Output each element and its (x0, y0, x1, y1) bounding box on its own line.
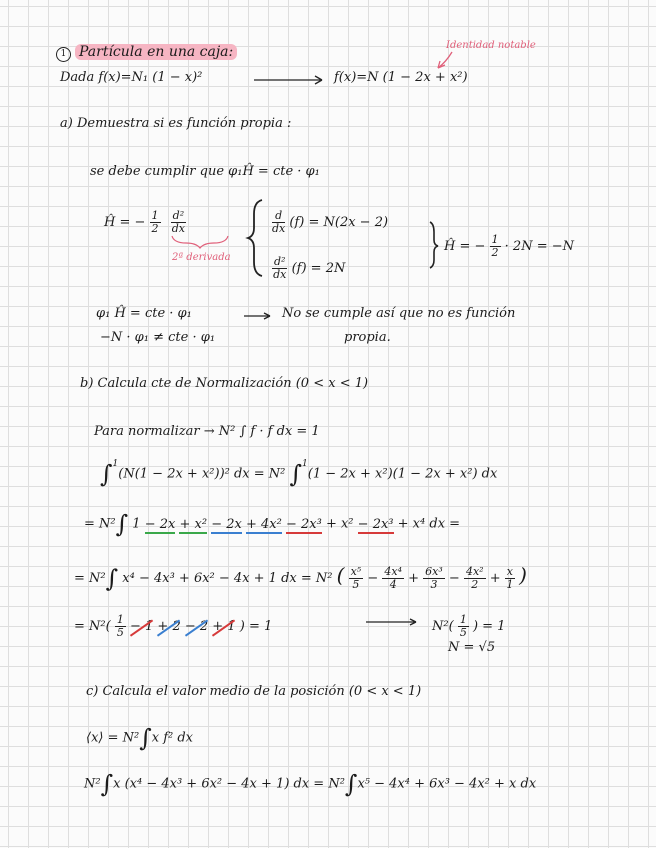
part-b-heading: b) Calcula cte de Normalización (0 < x < 1) (80, 376, 369, 391)
section-title (56, 44, 237, 62)
norm-eq3: = N²∫ x⁴ − 4x³ + 6x² − 4x + 1 dx = N² ( $\frac{\text{x⁵}}{5}$ − $\frac{\text{4x⁴}}{4}$ + $\frac{\text{6x³}}{3}$ − $\frac{\text{4x²}}{2}$ + $\frac{x}{1}$ ) (74, 563, 527, 593)
integral-sign-3: ∫ (115, 510, 129, 538)
second-derivative-frac: $\frac{\text{d²}}{dx}$ (273, 255, 287, 281)
mean-position-def (86, 724, 194, 752)
eq4-fraction: $\frac{1}{5}$ (116, 613, 124, 639)
integral-sign-2: ∫ (289, 460, 303, 488)
first-derivative-frac: $\frac{d}{dx}$ (272, 209, 286, 235)
integral-sign-6: ∫ (100, 770, 114, 798)
hamiltonian-result-pre: Ĥ = − (444, 239, 486, 254)
norm-eq2-pre: = N² (84, 516, 116, 532)
first-derivative (272, 210, 388, 235)
norm-eq1-rhs: (1 − 2x + x²)(1 − 2x + x²) dx (307, 466, 498, 482)
hamiltonian-result-frac: $\frac{1}{2}$ (491, 233, 499, 259)
normalization-constant: N = √5 (448, 640, 496, 655)
second-derivative-note: 2ª derivada (172, 252, 231, 263)
section-number: 1 (56, 47, 71, 62)
norm-eq1 (100, 458, 498, 488)
upper-limit-1: 1 (112, 458, 119, 469)
cancelled-term: − 2 (184, 619, 209, 634)
close-paren: ) (519, 563, 527, 587)
expanded-term: + x² (325, 516, 354, 532)
mean-def-lhs: ⟨x⟩ = N² (86, 730, 140, 746)
expanded-term: − 2x³ (357, 516, 394, 532)
conclusion-line2: propia. (344, 330, 391, 345)
expanded-term: − 2x (211, 516, 242, 532)
open-paren: ( (336, 563, 345, 587)
expanded-term: − 2x³ (285, 516, 322, 532)
antiderivative-term: $\frac{x}{1}$ (506, 565, 514, 591)
cancelled-term: + 2 (157, 619, 181, 634)
identidad-notable-note: Identidad notable (446, 40, 536, 51)
conclusion-line1: No se cumple así que no es función (282, 306, 516, 321)
integral-sign-7: ∫ (344, 770, 358, 798)
expanded-term: 1 (132, 516, 141, 532)
integral-sign-4: ∫ (105, 564, 119, 593)
norm-eq2-post: dx = (429, 516, 461, 532)
section-title-text: Partícula en una caja: (75, 44, 237, 60)
mean-expanded-pre: N² (84, 776, 101, 792)
norm-result-post: ) = 1 (472, 619, 506, 634)
hamiltonian-frac2: $\frac{\text{d²}}{dx}$ (171, 209, 186, 235)
antiderivative-term: $\frac{\text{6x³}}{3}$ (425, 565, 443, 591)
cancelled-term: − 1 (129, 619, 154, 634)
mean-position-expanded (84, 770, 537, 798)
norm-eq4-pre: = N² (74, 619, 106, 634)
first-derivative-expr: (f) = N(2x − 2) (289, 215, 389, 230)
upper-limit-2: 1 (302, 458, 308, 469)
apply-line2: −N · φ₁ ≠ cte · φ₁ (100, 330, 216, 345)
expanded-term: + x² (179, 516, 208, 532)
eigen-condition: se debe cumplir que φ₁Ĥ = cte · φ₁ (90, 164, 320, 179)
expanded-term: + 4x² (245, 516, 282, 532)
part-c-heading: c) Calcula el valor medio de la posición (0 < x < 1) (86, 684, 422, 699)
apply-line1: φ₁ Ĥ = cte · φ₁ (96, 306, 192, 321)
hamiltonian-result (444, 234, 574, 259)
integral-sign-5: ∫ (139, 724, 152, 752)
mean-expanded-rhs: x⁵ − 4x⁴ + 6x³ − 4x² + x dx (357, 776, 537, 792)
norm-eq3-pre: = N² (74, 571, 106, 586)
norm-result-pre: N²( (432, 619, 454, 634)
norm-eq4-post: ) = 1 (239, 619, 273, 634)
norm-eq1-lhs: (N(1 − 2x + x²))² dx = N² (118, 466, 286, 482)
hamiltonian-lhs: Ĥ = − (104, 215, 146, 230)
given-rhs: f(x)=N (1 − 2x + x²) (334, 70, 468, 85)
integral-sign-1: ∫ (100, 460, 113, 488)
hamiltonian-def (104, 210, 186, 235)
mean-expanded-mid: x (x⁴ − 4x³ + 6x² − 4x + 1) dx = N² (113, 776, 345, 792)
second-derivative (272, 256, 345, 281)
cancelled-term: + 1 (212, 619, 236, 634)
norm-eq2 (84, 510, 461, 538)
norm-result (432, 614, 505, 639)
given-lhs: Dada f(x)=N₁ (1 − x)² (60, 70, 203, 85)
hamiltonian-frac1: $\frac{1}{2}$ (151, 209, 159, 235)
expanded-term: + x⁴ (397, 516, 426, 532)
norm-eq3-mid: x⁴ − 4x³ + 6x² − 4x + 1 dx = N² (122, 571, 333, 586)
norm-eq4: = N²( $\frac{1}{5}$ − 1 + 2 − 2 + 1 ) = 1 (74, 613, 273, 639)
second-derivative-expr: (f) = 2N (291, 261, 346, 276)
mean-def-integrand: x f² dx (151, 730, 194, 746)
antiderivative-term: $\frac{\text{x⁵}}{5}$ (350, 565, 362, 591)
expanded-term: − 2x (144, 516, 176, 532)
norm-result-frac: $\frac{1}{5}$ (459, 613, 467, 639)
normalize-statement: Para normalizar → N² ∫ f · f dx = 1 (94, 424, 320, 439)
antiderivative-term: $\frac{\text{4x²}}{2}$ (465, 565, 484, 591)
antiderivative-term: $\frac{\text{4x⁴}}{4}$ (384, 565, 402, 591)
part-a-heading: a) Demuestra si es función propia : (60, 116, 292, 131)
hamiltonian-result-post: · 2N = −N (504, 239, 575, 254)
